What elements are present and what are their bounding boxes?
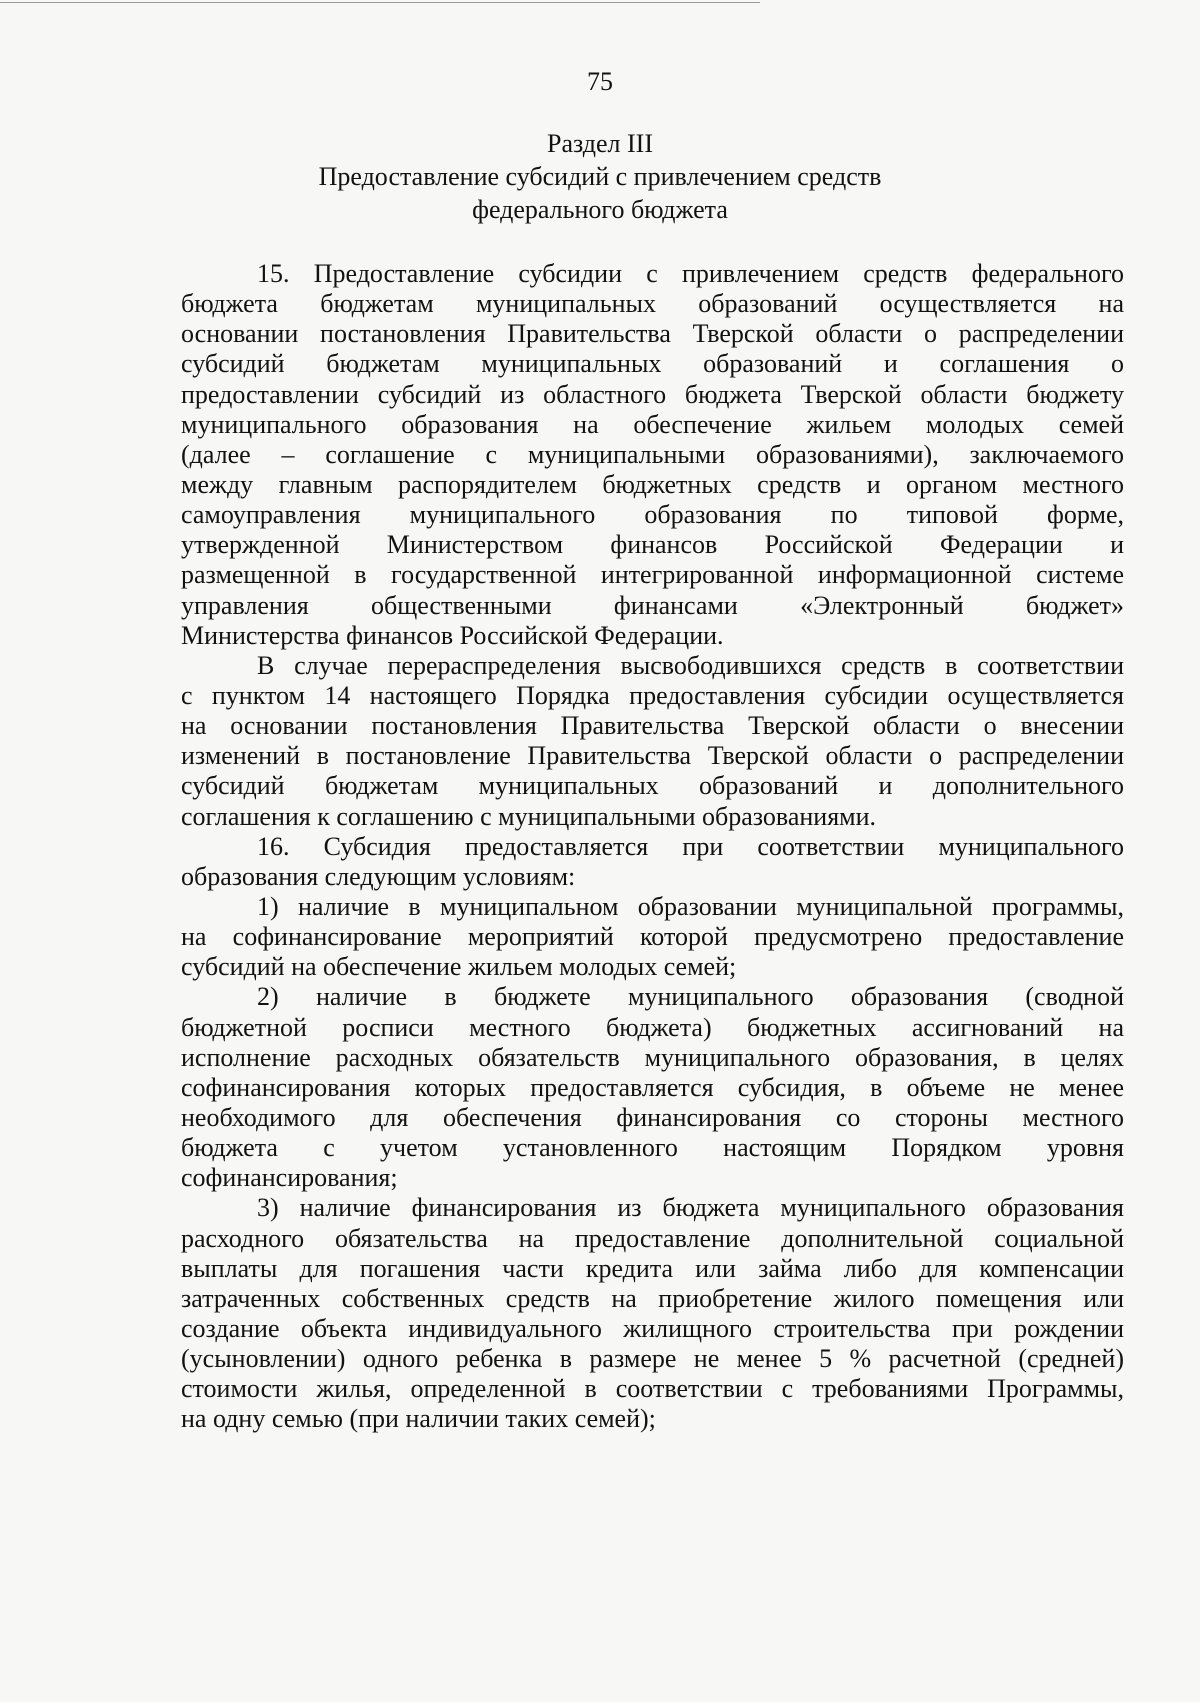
body-line: утвержденной Министерством финансов Российской Федерации и [181,530,1124,560]
body-line: размещенной в государственной интегрированной информационной системе [181,560,1124,590]
section-subtitle-line-1: Предоставление субсидий с привлечением средств [318,162,882,191]
body-line: бюджетной росписи местного бюджета) бюджетных ассигнований на [181,1012,1124,1042]
body-line: муниципального образования на обеспечение жильем молодых семей [181,409,1124,439]
body-line: выплаты для погашения части кредита или займа либо для компенсации [181,1253,1124,1283]
body-line: (усыновлении) одного ребенка в размере не менее 5 % расчетной (средней) [181,1344,1124,1374]
body-line: создание объекта индивидуального жилищного строительства при рождении [181,1313,1124,1343]
body-line: исполнение расходных обязательств муниципального образования, в целях [181,1042,1124,1072]
body-line: 16. Субсидия предоставляется при соответствии муниципального [257,831,1124,861]
body-line: с пунктом 14 настоящего Порядка предоставления субсидии осуществляется [181,680,1124,710]
body-line: предоставлении субсидий из областного бюджета Тверской области бюджету [181,379,1124,409]
body-line: на одну семью (при наличии таких семей); [181,1404,656,1434]
body-line: основании постановления Правительства Тверской области о распределении [181,319,1124,349]
body-line: соглашения к соглашению с муниципальными образованиями. [181,801,877,831]
page-number: 75 [587,67,613,96]
body-line: 2) наличие в бюджете муниципального образования (сводной [257,982,1124,1012]
body-line: Министерства финансов Российской Федерации. [181,620,724,650]
body-line: затраченных собственных средств на приобретение жилого помещения или [181,1283,1124,1313]
body-line: софинансирования которых предоставляется субсидия, в объеме не менее [181,1072,1124,1102]
body-line: управления общественными финансами «Электронный бюджет» [181,590,1124,620]
body-line: 15. Предоставление субсидии с привлечением средств федерального [257,259,1124,288]
section-title: Раздел III [546,129,654,158]
body-line: В случае перераспределения высвободившихся средств в соответствии [257,650,1124,680]
body-line: стоимости жилья, определенной в соответствии с требованиями Программы, [181,1374,1124,1404]
body-line: самоуправления муниципального образования по типовой форме, [181,500,1124,530]
body-line: субсидий бюджетам муниципальных образований и соглашения о [181,349,1124,379]
body-line: расходного обязательства на предоставление дополнительной социальной [181,1223,1124,1253]
body-line: изменений в постановление Правительства Тверской области о распределении [181,741,1124,771]
body-line: софинансирования; [181,1163,398,1193]
body-line: необходимого для обеспечения финансирования со стороны местного [181,1102,1124,1132]
body-line: бюджета с учетом установленного настоящим Порядком уровня [181,1133,1124,1163]
body-line: образования следующим условиям: [181,861,576,891]
body-line: 1) наличие в муниципальном образовании муниципальной программы, [257,891,1124,921]
section-subtitle-line-2: федерального бюджета [472,195,728,224]
body-line: на основании постановления Правительства Тверской области о внесении [181,711,1124,741]
body-line: бюджета бюджетам муниципальных образований осуществляется на [181,289,1124,319]
body-line: субсидий бюджетам муниципальных образований и дополнительного [181,771,1124,801]
body-line: между главным распорядителем бюджетных средств и органом местного [181,469,1124,499]
scan-edge-line [0,2,760,3]
body-line: субсидий на обеспечение жильем молодых семей; [181,952,737,982]
body-text [181,259,1124,1434]
body-line: 3) наличие финансирования из бюджета муниципального образования [257,1193,1124,1223]
body-line: на софинансирование мероприятий которой предусмотрено предоставление [181,922,1124,952]
body-line: (далее – соглашение с муниципальными образованиями), заключаемого [181,439,1124,469]
